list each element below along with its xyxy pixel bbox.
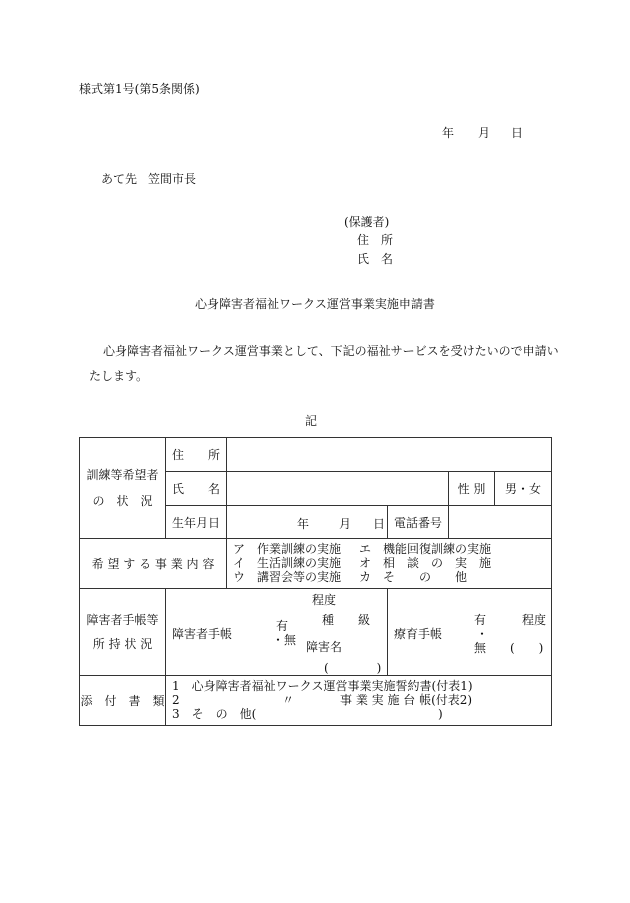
address-label: 住 所	[166, 438, 227, 472]
rehab-degree-label: 程度	[522, 613, 547, 627]
handbook-label-line1: 障害者手帳等	[86, 613, 159, 627]
disability-handbook-none[interactable]: ・無	[272, 633, 297, 647]
attachment-item-1: 1 心身障害者福祉ワークス運営事業実施誓約書(付表1)	[172, 679, 473, 693]
applicant-name-label: 氏 名	[357, 252, 394, 266]
name-field[interactable]	[227, 472, 449, 506]
rehab-handbook-has[interactable]: 有	[474, 613, 487, 627]
disability-type-grade: 種 級	[322, 613, 371, 627]
service-item-a[interactable]: ア 作業訓練の実施	[233, 542, 342, 556]
disability-handbook-cell	[166, 589, 388, 676]
disability-name-label: 障害名	[306, 640, 343, 654]
gender-label: 性 別	[449, 472, 495, 506]
birth-day: 日	[373, 517, 386, 531]
date-day: 日	[511, 126, 524, 140]
body-text-line1: 心身障害者福祉ワークス運営事業として、下記の福祉サービスを受けたいので申請い	[103, 344, 559, 358]
attachment-item-2-ditto: 〃	[282, 693, 295, 707]
applicant-address-label: 住 所	[357, 233, 394, 247]
disability-handbook-label: 障害者手帳	[172, 627, 233, 641]
gender-value[interactable]: 男・女	[495, 472, 552, 506]
attachment-item-3-close: )	[438, 707, 443, 721]
rehab-handbook-label: 療育手帳	[394, 627, 443, 641]
rehab-handbook-dot: ・	[476, 627, 489, 641]
attachment-item-2-text: 事 業 実 施 台 帳(付表2)	[340, 693, 473, 707]
service-item-u[interactable]: ウ 講習会等の実施	[233, 570, 342, 584]
birthdate-label: 生年月日	[166, 506, 227, 539]
service-item-e[interactable]: エ 機能回復訓練の実施	[359, 542, 492, 556]
service-item-ka[interactable]: カ そ の 他	[359, 570, 468, 584]
disability-name-paren[interactable]: ( )	[324, 661, 382, 675]
rehab-handbook-none[interactable]: 無	[474, 641, 487, 655]
addressee-prefix: あて先	[101, 172, 138, 186]
body-text-line2: たします。	[89, 369, 149, 383]
attachments-list	[166, 676, 552, 726]
status-section-label	[80, 438, 166, 539]
attachments-label: 添 付 書 類	[80, 676, 166, 726]
status-label-line1: 訓練等希望者	[86, 468, 159, 482]
document-title: 心身障害者福祉ワークス運営事業実施申請書	[195, 297, 435, 311]
service-item-i[interactable]: イ 生活訓練の実施	[233, 556, 342, 570]
application-form-table	[79, 437, 552, 726]
ki-mark: 記	[305, 414, 318, 428]
birthdate-field[interactable]	[227, 506, 388, 539]
rehab-handbook-cell	[388, 589, 552, 676]
applicant-role: (保護者)	[344, 215, 390, 229]
attachment-item-3: 3 そ の 他(	[172, 707, 257, 721]
date-year: 年	[442, 126, 455, 140]
birth-year: 年	[297, 517, 310, 531]
service-item-o[interactable]: オ 相 談 の 実 施	[359, 556, 492, 570]
phone-label: 電話番号	[388, 506, 449, 539]
name-label: 氏 名	[166, 472, 227, 506]
desired-services-options	[227, 539, 552, 589]
birth-month: 月	[339, 517, 352, 531]
rehab-degree-paren[interactable]: ( )	[510, 641, 544, 655]
handbook-section-label	[80, 589, 166, 676]
phone-field[interactable]	[449, 506, 552, 539]
attachment-item-2-number: 2	[172, 693, 180, 707]
desired-services-label: 希 望 す る 事 業 内 容	[80, 539, 227, 589]
form-number: 様式第1号(第5条関係)	[79, 82, 200, 96]
address-field[interactable]	[227, 438, 552, 472]
addressee-name: 笠間市長	[148, 172, 197, 186]
handbook-label-line2: 所 持 状 況	[92, 637, 153, 651]
date-month: 月	[478, 126, 491, 140]
disability-degree-label: 程度	[312, 593, 337, 607]
status-label-line2: の 状 況	[92, 494, 153, 508]
disability-handbook-has[interactable]: 有	[276, 619, 289, 633]
